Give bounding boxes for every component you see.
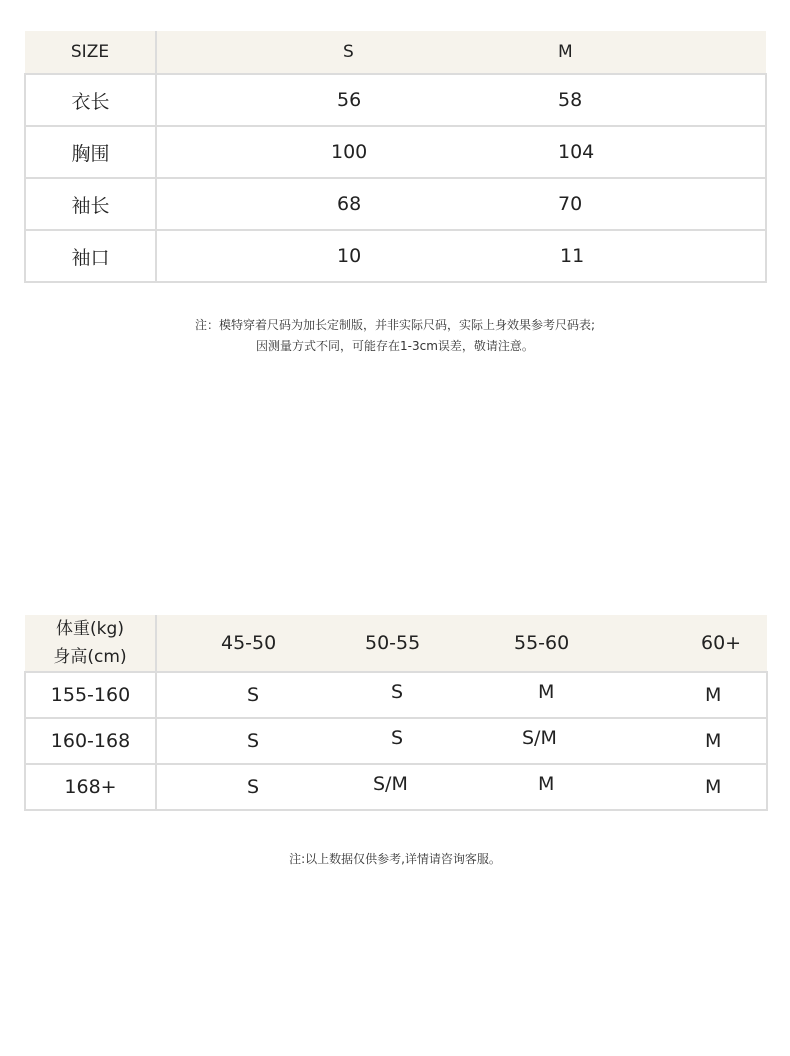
table-row <box>25 230 766 282</box>
recommendation-header-row <box>25 615 767 672</box>
size-cell: S <box>156 672 342 718</box>
size-cell: S <box>156 764 342 810</box>
recommendation-note <box>0 849 790 870</box>
size-cell: M <box>640 718 767 764</box>
size-header-label: SIZE <box>25 31 156 74</box>
measure-value-m: 70 <box>558 178 766 230</box>
measure-value-m: 11 <box>558 230 766 282</box>
measure-label: 胸围 <box>25 126 156 178</box>
measure-value-s: 56 <box>156 74 539 126</box>
table-row <box>25 74 766 126</box>
size-chart-header-row <box>25 31 766 74</box>
size-cell: M <box>444 764 640 810</box>
weight-range-header: 45-50 <box>156 615 342 672</box>
measure-value-m: 104 <box>558 126 766 178</box>
corner-header <box>25 615 156 672</box>
measure-value-s: 68 <box>156 178 539 230</box>
measure-label: 袖口 <box>25 230 156 282</box>
measure-value-s: 10 <box>156 230 539 282</box>
weight-range-header: 50-55 <box>342 615 444 672</box>
size-header-s: S <box>156 31 539 74</box>
size-cell: S/M <box>342 764 444 810</box>
size-note <box>0 315 790 357</box>
measure-label: 袖长 <box>25 178 156 230</box>
measure-value-m: 58 <box>558 74 766 126</box>
size-note-line-1: 注：模特穿着尺码为加长定制版，并非实际尺码，实际上身效果参考尺码表; <box>194 318 596 332</box>
table-row <box>25 672 767 718</box>
table-row <box>25 764 767 810</box>
height-range-label: 168+ <box>25 764 156 810</box>
size-note-line-2: 因测量方式不同，可能存在1-3cm误差，敬请注意。 <box>256 339 534 353</box>
size-cell: M <box>640 764 767 810</box>
height-axis-label: 身高(cm) <box>53 647 127 667</box>
size-chart-table <box>24 31 767 283</box>
size-cell: S/M <box>444 718 640 764</box>
recommendation-note-line: 注:以上数据仅供参考,详情请咨询客服。 <box>289 852 501 866</box>
size-recommendation-table <box>24 615 768 811</box>
size-cell: S <box>156 718 342 764</box>
size-cell: M <box>444 672 640 718</box>
size-header-m: M <box>558 31 766 74</box>
weight-axis-label: 体重(kg) <box>56 619 124 639</box>
table-row <box>25 178 766 230</box>
weight-range-header: 60+ <box>640 615 767 672</box>
measure-label: 衣长 <box>25 74 156 126</box>
size-cell: M <box>640 672 767 718</box>
table-row <box>25 126 766 178</box>
size-cell: S <box>342 672 444 718</box>
size-cell: S <box>342 718 444 764</box>
height-range-label: 160-168 <box>25 718 156 764</box>
weight-range-header: 55-60 <box>444 615 640 672</box>
measure-value-s: 100 <box>156 126 539 178</box>
height-range-label: 155-160 <box>25 672 156 718</box>
table-row <box>25 718 767 764</box>
